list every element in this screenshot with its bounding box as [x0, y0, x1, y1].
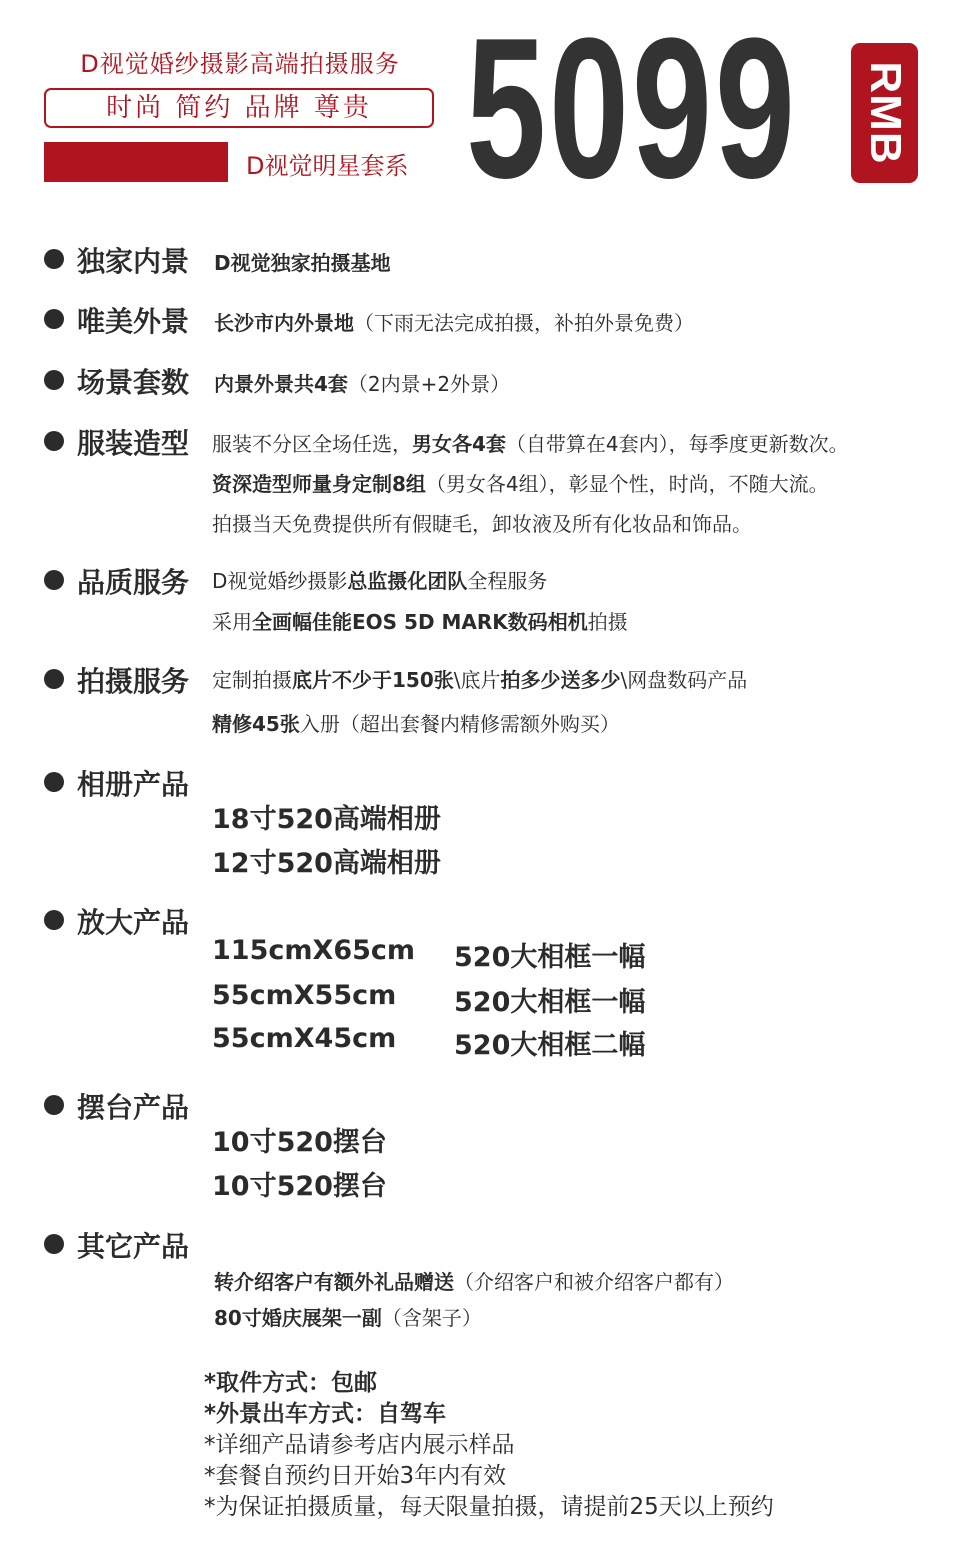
album-item: 12寸520高端相册	[212, 848, 441, 879]
frame-size: 55cmX45cm	[212, 1023, 397, 1054]
section-line: 资深造型师量身定制8组（男女各4组），彰显个性，时尚，不随大流。	[212, 472, 829, 496]
bullet-dot	[44, 431, 64, 451]
section-line: D视觉婚纱摄影总监摄化团队全程服务	[212, 569, 548, 593]
album-item: 18寸520高端相册	[212, 804, 441, 835]
frame-desc: 520大相框二幅	[454, 1030, 646, 1061]
studio-subtitle: D视觉婚纱摄影高端拍摄服务	[80, 50, 400, 78]
section-label: 放大产品	[77, 906, 190, 939]
section-line: 转介绍客户有额外礼品赠送（介绍客户和被介绍客户都有）	[214, 1270, 734, 1294]
bullet-dot	[44, 370, 64, 390]
note-pickup-method: *取件方式：包邮	[204, 1370, 378, 1396]
accent-bar	[44, 142, 228, 182]
bullet-dot	[44, 669, 64, 689]
section-line: 拍摄当天免费提供所有假睫毛，卸妆液及所有化妆品和饰品。	[212, 512, 752, 536]
note-booking: *为保证拍摄质量，每天限量拍摄，请提前25天以上预约	[204, 1494, 774, 1520]
frame-size: 115cmX65cm	[212, 935, 416, 966]
section-line: 长沙市内外景地（下雨无法完成拍摄，补拍外景免费）	[214, 311, 694, 335]
note-validity: *套餐自预约日开始3年内有效	[204, 1463, 507, 1489]
note-outdoor-transport: *外景出车方式：自驾车	[204, 1401, 447, 1427]
section-label: 相册产品	[77, 768, 190, 801]
section-label: 独家内景	[77, 245, 190, 278]
section-line: 采用全画幅佳能EOS 5D MARK数码相机拍摄	[212, 610, 628, 634]
section-label: 场景套数	[77, 366, 190, 399]
desk-frame-item: 10寸520摆台	[212, 1171, 387, 1202]
bullet-dot	[44, 1095, 64, 1115]
frame-size: 55cmX55cm	[212, 980, 397, 1011]
bullet-dot	[44, 570, 64, 590]
section-line: 80寸婚庆展架一副（含架子）	[214, 1306, 482, 1330]
section-line: 定制拍摄底片不少于150张\底片拍多少送多少\网盘数码产品	[212, 668, 748, 692]
currency-badge	[851, 43, 918, 183]
section-label: 唯美外景	[77, 305, 190, 338]
section-label: 服装造型	[77, 427, 190, 460]
desk-frame-item: 10寸520摆台	[212, 1127, 387, 1158]
section-line: 服装不分区全场任选，男女各4套（自带算在4套内），每季度更新数次。	[212, 432, 849, 456]
bullet-dot	[44, 772, 64, 792]
currency-label: RMB	[860, 61, 910, 165]
package-series-name: D视觉明星套系	[246, 152, 409, 180]
section-label: 其它产品	[77, 1230, 190, 1263]
bullet-dot	[44, 249, 64, 269]
section-label: 摆台产品	[77, 1091, 190, 1124]
frame-desc: 520大相框一幅	[454, 987, 646, 1018]
bullet-dot	[44, 309, 64, 329]
tagline-box: 时尚 简约 品牌 尊贵	[44, 88, 434, 128]
section-label: 品质服务	[77, 566, 190, 599]
package-price: 5099	[466, 0, 798, 220]
section-line: 精修45张入册（超出套餐内精修需额外购买）	[212, 712, 620, 736]
note-product-samples: *详细产品请参考店内展示样品	[204, 1432, 515, 1458]
bullet-dot	[44, 910, 64, 930]
bullet-dot	[44, 1234, 64, 1254]
section-line: D视觉独家拍摄基地	[214, 251, 391, 275]
section-label: 拍摄服务	[77, 665, 190, 698]
section-line: 内景外景共4套（2内景+2外景）	[214, 372, 511, 396]
frame-desc: 520大相框一幅	[454, 942, 646, 973]
